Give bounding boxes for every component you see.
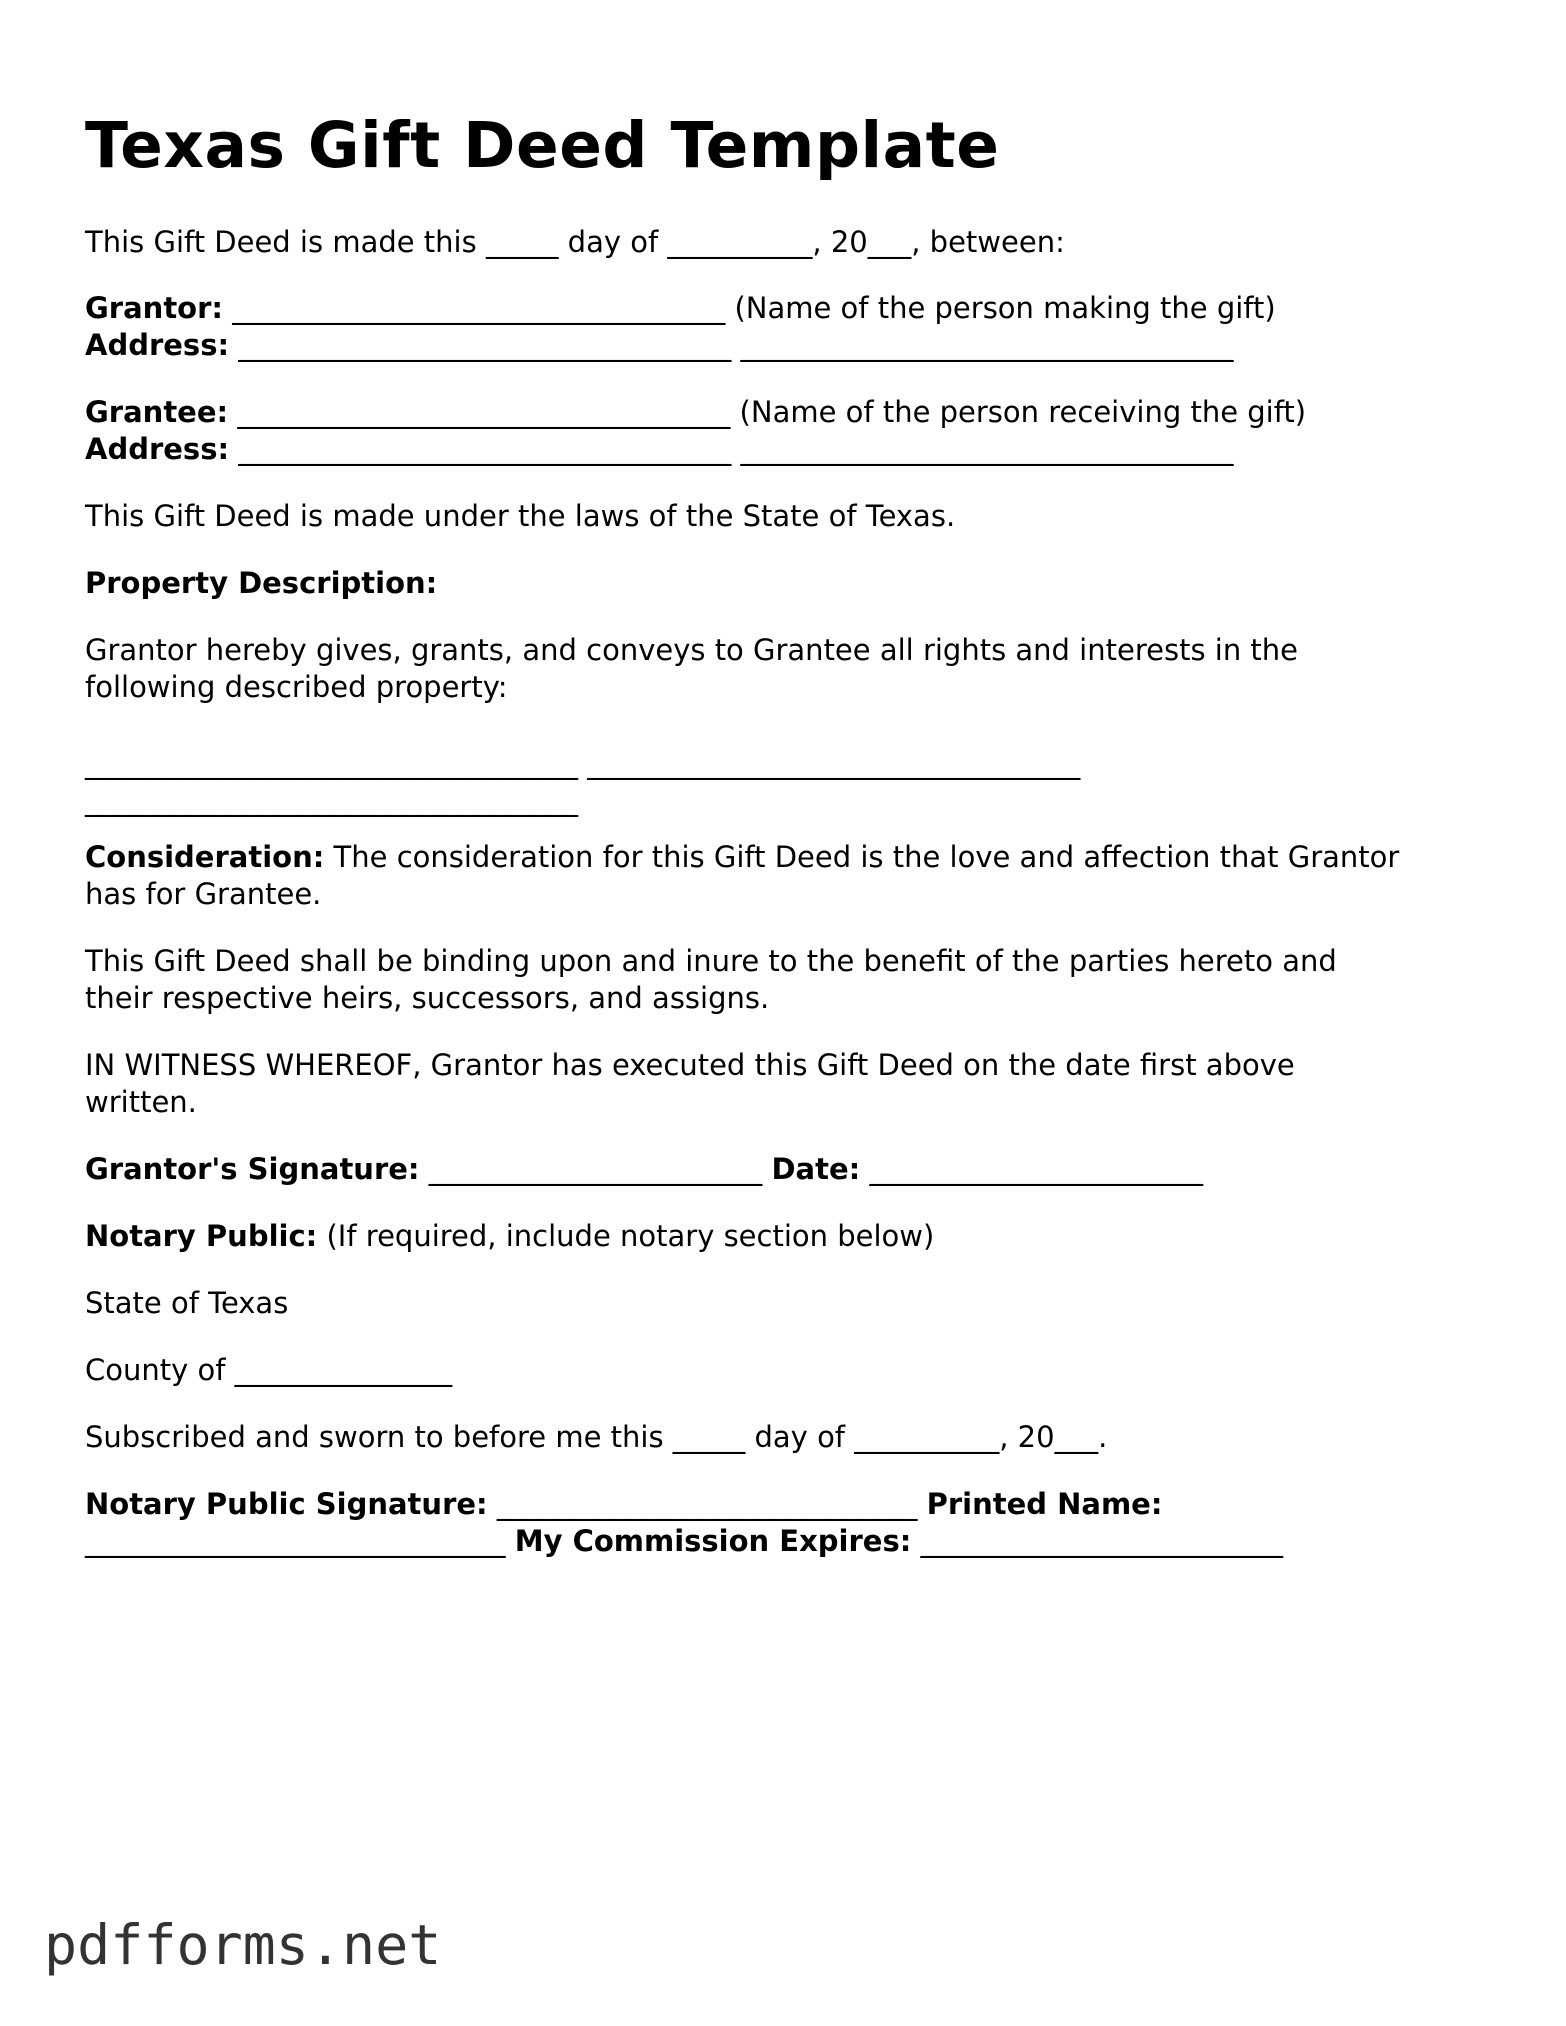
- grantor-signature-field[interactable]: _______________________: [419, 1152, 772, 1186]
- witness-line1: IN WITNESS WHEREOF, Grantor has executed this Gift Deed on the date first above: [85, 1048, 1295, 1082]
- commission-field[interactable]: _________________________: [911, 1524, 1284, 1558]
- notary-signature-line: [85, 1486, 1162, 1523]
- date-field[interactable]: _______________________: [860, 1152, 1203, 1186]
- binding-line1: This Gift Deed shall be binding upon and inure to the benefit of the parties hereto and: [85, 944, 1337, 978]
- notary-label: Notary Public:: [85, 1219, 318, 1253]
- grantee-name-field[interactable]: __________________________________ (Name of the person receiving the gift): [228, 395, 1307, 429]
- notary-intro-line: [85, 1218, 934, 1255]
- grantor-signature-label: Grantor's Signature:: [85, 1152, 420, 1186]
- notary-subscribed-line[interactable]: Subscribed and sworn to before me this _____ day of __________, 20___.: [85, 1420, 1108, 1454]
- notary-signature-field[interactable]: _____________________________: [487, 1487, 927, 1521]
- notary-note: (If required, include notary section below): [317, 1219, 935, 1253]
- notary-state: State of Texas: [85, 1286, 289, 1320]
- property-text-line2: following described property:: [85, 670, 508, 704]
- consideration-text: The consideration for this Gift Deed is the love and affection that Grantor: [324, 840, 1400, 874]
- date-label: Date:: [771, 1152, 861, 1186]
- binding-line2: their respective heirs, successors, and assigns.: [85, 981, 770, 1015]
- consideration-line2: has for Grantee.: [85, 877, 322, 911]
- document-title: Texas Gift Deed Template: [85, 109, 1000, 182]
- property-heading: Property Description:: [85, 566, 438, 600]
- consideration-line1: [85, 839, 1399, 876]
- property-blank-line1[interactable]: __________________________________ __________________________________: [85, 746, 1081, 780]
- commission-label: My Commission Expires:: [514, 1524, 912, 1558]
- laws-statement: This Gift Deed is made under the laws of the State of Texas.: [85, 499, 956, 533]
- witness-line2: written.: [85, 1085, 197, 1119]
- grantee-line: [85, 394, 1306, 431]
- grantor-address-field[interactable]: __________________________________ __________________________________: [229, 328, 1234, 362]
- intro-line: This Gift Deed is made this _____ day of __________, 20___, between:: [85, 225, 1065, 259]
- grantor-address-label: Address:: [85, 328, 230, 362]
- grantor-address-line: [85, 327, 1234, 364]
- grantor-label: Grantor:: [85, 291, 224, 325]
- footer-brand: pdfforms.net: [44, 1913, 442, 1977]
- grantee-address-line: [85, 431, 1234, 468]
- notary-commission-line: [85, 1523, 1283, 1560]
- grantee-address-label: Address:: [85, 432, 230, 466]
- printed-name-label: Printed Name:: [926, 1487, 1163, 1521]
- property-text-line1: Grantor hereby gives, grants, and conveys to Grantee all rights and interests in the: [85, 633, 1299, 667]
- grantee-label: Grantee:: [85, 395, 229, 429]
- printed-name-field[interactable]: _____________________________: [85, 1524, 515, 1558]
- grantor-name-field[interactable]: __________________________________ (Name of the person making the gift): [223, 291, 1276, 325]
- property-blank-line2[interactable]: __________________________________: [85, 783, 578, 817]
- consideration-label: Consideration:: [85, 840, 325, 874]
- grantee-address-field[interactable]: __________________________________ __________________________________: [229, 432, 1234, 466]
- notary-county-field[interactable]: County of _______________: [85, 1353, 453, 1387]
- grantor-signature-line: [85, 1151, 1203, 1188]
- grantor-line: [85, 290, 1276, 327]
- notary-signature-label: Notary Public Signature:: [85, 1487, 488, 1521]
